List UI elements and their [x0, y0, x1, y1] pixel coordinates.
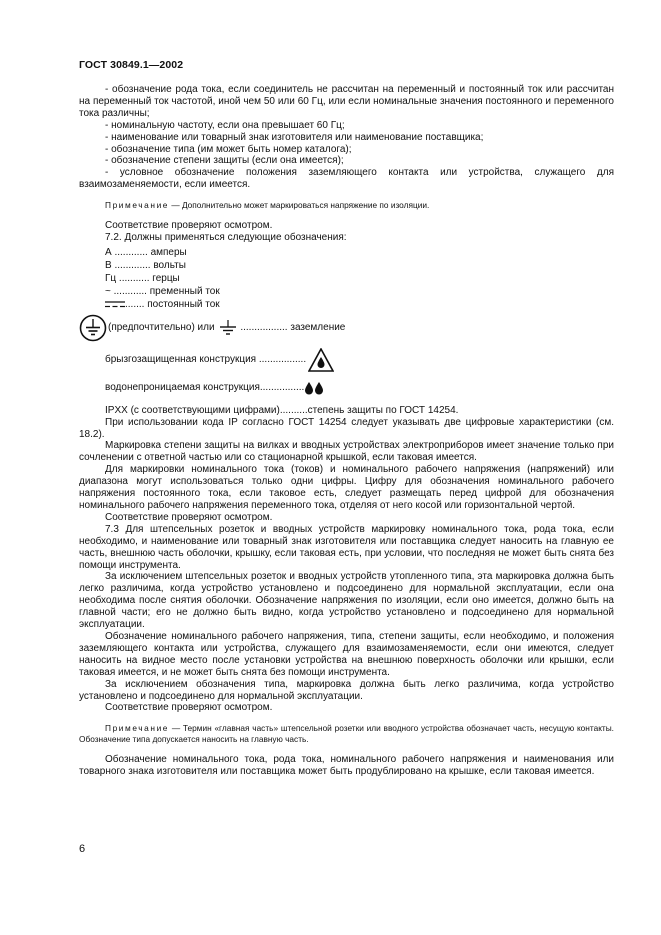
section-7-2: 7.2. Должны применяться следующие обозначения: — [105, 231, 347, 243]
symbol-volt-glyph: В — [105, 259, 112, 271]
splashproof-triangle-icon — [308, 348, 334, 372]
paragraph-ip-code: При использовании кода IP согласно ГОСТ 14254 следует указывать две цифровые характеристики (см. 18.2). — [79, 416, 614, 440]
ipxx-line: IPXX (с соответствующими цифрами)..........степень защиты по ГОСТ 14254. — [105, 404, 459, 416]
symbol-ampere-meaning: амперы — [150, 246, 187, 258]
paragraph-rated-values: Для маркировки номинального тока (токов) и номинального рабочего напряжения (напряжений) или диапазона могут использоваться только одни цифры. Цифру для обозначения номинального рабочего напряжения постоянного тока, если таковое есть, следует размещать перед цифрой для обозначения номинального рабочего напряжения переменного тока, отделяя от него косой или горизонтальной чертой. — [79, 464, 614, 512]
note-label: Примечание — [105, 723, 170, 734]
symbol-hertz-meaning: герцы — [152, 272, 180, 284]
page-number: 6 — [79, 843, 86, 855]
watertight-drops-icon — [304, 381, 324, 395]
list-item: - наименование или товарный знак изготовителя или наименование поставщика; — [105, 131, 484, 143]
splashproof-label: брызгозащищенная конструкция — [105, 353, 257, 365]
symbol-ac-glyph: ~ — [105, 285, 111, 297]
symbol-earth — [79, 313, 614, 343]
symbol-volt-meaning: вольты — [153, 259, 186, 271]
paragraph-type-exception: За исключением обозначения типа, маркировка должна быть легко различима, когда устройство установлено и подсоединено для нормальной эксплуатации. — [79, 678, 614, 702]
paragraph-voltage-marking: Обозначение номинального рабочего напряжения, типа, степени защиты, если необходимо, и положения заземляющего контакта или устройства, служащего для взаимозаменяемости, если они имеются, следует наносить на видное место после установки устройства на внешнюю поверхность оболочки или крышки, если таковая имеется, и не может быть снята без помощи инструмента. — [79, 630, 614, 678]
symbol-ampere-glyph: А — [105, 246, 112, 258]
paragraph-duplicate-marking: Обозначение номинального тока, рода тока, номинального рабочего напряжения и наименования или товарного знака изготовителя или поставщика может быть продублировано на крышке, если таковая имеется. — [79, 753, 614, 777]
earth-meaning: заземление — [290, 321, 346, 333]
symbols-list — [79, 246, 614, 311]
note-text: — Дополнительно может маркироваться напряжение по изоляции. — [169, 200, 430, 211]
symbol-watertight — [79, 375, 614, 401]
note-label: Примечание — [105, 200, 170, 211]
leader-dots: ........... — [116, 272, 153, 284]
check-statement: Соответствие проверяют осмотром. — [105, 511, 273, 523]
leader-dots: ............. — [111, 259, 154, 271]
list-item: - условное обозначение положения заземляющего контакта или устройства, служащего для взаимозаменяемости, если имеется. — [79, 167, 614, 191]
symbol-ampere — [105, 246, 614, 259]
section-7-3: 7.3 Для штепсельных розеток и вводных устройств маркировку номинального тока, рода тока, если необходимо, и наименование или товарный знак изготовителя или поставщика следует наносить на главную ее часть, внешнюю часть оболочки, крышку, если таковая есть, при условии, что последняя не может быть снята без помощи инструмента. — [79, 523, 614, 571]
leader-dots: ............ — [111, 246, 151, 258]
check-statement: Соответствие проверяют осмотром. — [105, 219, 273, 231]
dc-symbol-icon — [105, 299, 125, 309]
note-text: — Термин «главная часть» штепсельной розетки или вводного устройства обозначает часть, несущую контакты. Обозначение типа допускается наносить на главную часть. — [79, 723, 614, 745]
symbol-ac-meaning: пременный ток — [149, 285, 220, 297]
list-item: - номинальную частоту, если она превышает 60 Гц; — [105, 119, 345, 131]
leader-dots: ................ — [259, 381, 305, 393]
leader-dots: ................. — [237, 321, 291, 333]
note-main-part — [79, 723, 614, 745]
symbol-volt — [105, 259, 614, 272]
document-header: ГОСТ 30849.1—2002 — [79, 59, 184, 71]
document-body — [79, 84, 614, 778]
paragraph-flush-type: За исключением штепсельных розеток и вводных устройств утопленного типа, эта маркировка должна быть легко различима, когда устройство установлено и подсоединено для нормальной эксплуатации, если она необходима после снятия оболочки. Обозначение напряжения по изоляции, если оно имеется, должно быть на главной части; его не должно быть видно, когда устройство установлено и подсоединено для нормальной эксплуатации. — [79, 571, 614, 631]
note-insulation — [79, 200, 614, 211]
symbol-dc — [105, 298, 614, 311]
symbol-dc-meaning: постоянный ток — [147, 298, 220, 310]
paragraph-protection-marking: Маркировка степени защиты на вилках и вводных устройствах электроприборов имеет значение только при сочленении с ответной частью или со стационарной крышкой, если таковая имеется. — [79, 440, 614, 464]
leader-dots: ................. — [256, 353, 307, 365]
check-statement: Соответствие проверяют осмотром. — [105, 702, 273, 714]
symbol-hertz-glyph: Гц — [105, 272, 117, 284]
earth-icon — [218, 320, 238, 336]
list-item: - обозначение типа (им может быть номер каталога); — [105, 143, 352, 155]
leader-dots: ....... — [125, 298, 148, 310]
leader-dots: ............ — [110, 285, 150, 297]
symbol-splashproof — [79, 347, 614, 373]
paragraph-current-type: - обозначение рода тока, если соединитель не рассчитан на переменный и постоянный ток или рассчитан на переменный ток частотой, иной чем 50 или 60 Гц, или если номинальные значения постоянного и переменного тока различны; — [79, 84, 614, 119]
symbol-ac — [105, 285, 614, 298]
earth-preferred-label: (предпочтительно) или — [108, 321, 215, 333]
list-item: - обозначение степени защиты (если она имеется); — [105, 155, 344, 167]
watertight-label: водонепроницаемая конструкция — [105, 381, 260, 393]
protective-earth-icon — [79, 314, 107, 342]
symbol-hertz — [105, 272, 614, 285]
